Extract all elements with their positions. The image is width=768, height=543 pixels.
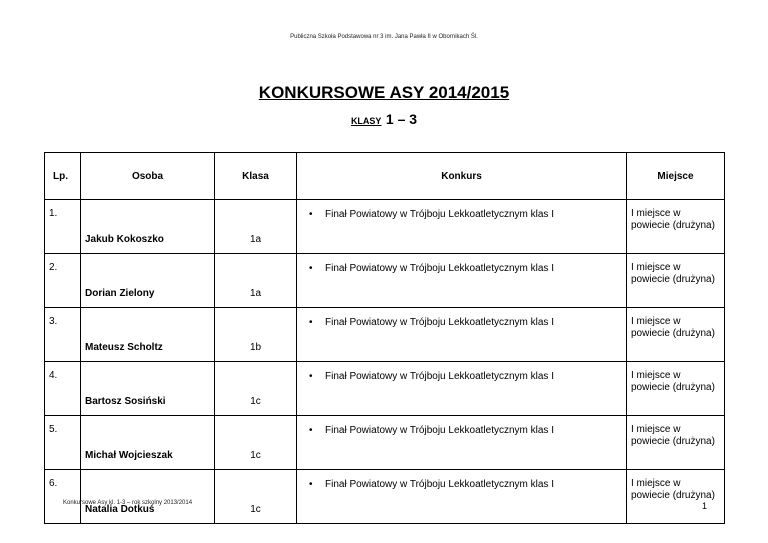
cell-contest — [297, 416, 627, 470]
contest-text: Finał Powiatowy w Trójboju Lekkoatletycznym klas I — [325, 371, 554, 382]
cell-class: 1c — [215, 362, 297, 416]
table-row — [45, 416, 725, 470]
table-header-row — [45, 153, 725, 200]
cell-contest — [297, 200, 627, 254]
cell-class: 1c — [215, 416, 297, 470]
header-lp: Lp. — [45, 153, 81, 200]
cell-contest — [297, 470, 627, 524]
contest-text: Finał Powiatowy w Trójboju Lekkoatletycznym klas I — [325, 425, 554, 436]
page-header: Publiczna Szkoła Podstawowa nr 3 im. Jana Pawła II w Obornikach Śl. — [290, 34, 478, 40]
subtitle-grades: 1 – 3 — [385, 111, 418, 127]
cell-lp: 4. — [45, 362, 81, 416]
contest-text: Finał Powiatowy w Trójboju Lekkoatletycznym klas I — [325, 263, 554, 274]
cell-lp: 2. — [45, 254, 81, 308]
cell-lp: 3. — [45, 308, 81, 362]
cell-place: I miejsce w powiecie (drużyna) — [627, 362, 725, 416]
header-place: Miejsce — [627, 153, 725, 200]
contest-text: Finał Powiatowy w Trójboju Lekkoatletycznym klas I — [325, 479, 554, 490]
cell-person: Dorian Zielony — [81, 254, 215, 308]
cell-lp: 1. — [45, 200, 81, 254]
cell-place: I miejsce w powiecie (drużyna) — [627, 200, 725, 254]
table-row — [45, 470, 725, 524]
header-person: Osoba — [81, 153, 215, 200]
cell-place: I miejsce w powiecie (drużyna) — [627, 254, 725, 308]
table-row — [45, 362, 725, 416]
bullet-icon: • — [309, 209, 313, 220]
page-footer: Konkursowe Asy kl. 1-3 – rok szkolny 2013/2014 — [63, 500, 193, 506]
cell-class: 1b — [215, 308, 297, 362]
cell-contest — [297, 308, 627, 362]
cell-person: Mateusz Scholtz — [81, 308, 215, 362]
cell-lp: 5. — [45, 416, 81, 470]
document-title: KONKURSOWE ASY 2014/2015 — [258, 83, 510, 102]
table-row — [45, 200, 725, 254]
page-number: 1 — [702, 501, 708, 511]
bullet-icon: • — [309, 371, 313, 382]
cell-contest — [297, 254, 627, 308]
cell-person: Michał Wojcieszak — [81, 416, 215, 470]
bullet-icon: • — [309, 263, 313, 274]
contest-text: Finał Powiatowy w Trójboju Lekkoatletycznym klas I — [325, 317, 554, 328]
results-table — [44, 152, 725, 524]
cell-person: Natalia Dotkuś — [81, 470, 215, 524]
header-class: Klasa — [215, 153, 297, 200]
cell-class: 1c — [215, 470, 297, 524]
bullet-icon: • — [309, 317, 313, 328]
cell-class: 1a — [215, 200, 297, 254]
cell-lp: 6. — [45, 470, 81, 524]
cell-person: Jakub Kokoszko — [81, 200, 215, 254]
cell-place: I miejsce w powiecie (drużyna) — [627, 416, 725, 470]
cell-place: I miejsce w powiecie (drużyna) — [627, 308, 725, 362]
bullet-icon: • — [309, 425, 313, 436]
header-contest: Konkurs — [297, 153, 627, 200]
subtitle-prefix: KLASY — [350, 116, 382, 126]
document-subtitle — [0, 109, 768, 131]
cell-place: I miejsce w powiecie (drużyna) — [627, 470, 725, 524]
bullet-icon: • — [309, 479, 313, 490]
table-row — [45, 254, 725, 308]
table-row — [45, 308, 725, 362]
cell-class: 1a — [215, 254, 297, 308]
cell-contest — [297, 362, 627, 416]
contest-text: Finał Powiatowy w Trójboju Lekkoatletycznym klas I — [325, 209, 554, 220]
cell-person: Bartosz Sosiński — [81, 362, 215, 416]
